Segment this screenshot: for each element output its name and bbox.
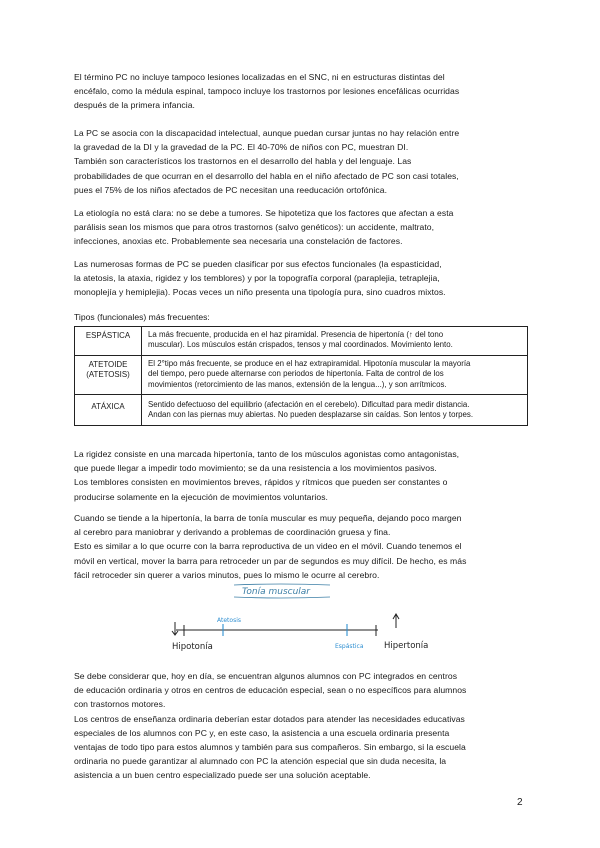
table-row	[75, 395, 528, 426]
diagram-title-underline	[234, 597, 330, 598]
page-number: 2	[517, 797, 523, 808]
type-description-cell: Sentido defectuoso del equilibrio (afectación en el cerebelo). Dificultad para medir distancia. Andan con las piernas muy abiertas. No pueden desplazarse sin caídas. Son lentos y torpes.	[142, 395, 528, 426]
type-description-cell: El 2°tipo más frecuente, se produce en el haz extrapiramidal. Hipotonía muscular la mayoría del tiempo, pero puede alternarse con periodos de hipertonía. Falta de control de los movimientos (retorcimiento de las manos, extensión de la lengua...), y son arrítmicos.	[142, 355, 528, 394]
down-arrow-icon	[172, 622, 178, 635]
types-table	[74, 326, 528, 426]
diagram-title-underline	[234, 584, 330, 585]
type-name-cell: ATÁXICA	[75, 395, 142, 426]
up-arrow-icon	[393, 614, 399, 628]
atetosis-label: Atetosis	[217, 617, 241, 624]
paragraph-hypertonia: Cuando se tiende a la hipertonía, la barra de tonía muscular es muy pequeña, dejando poco margen al cerebro para maniobrar y derivando a problemas de coordinación gruesa y fina. Esto es similar a lo que ocurre con la barra reproductiva de un video en el móvil. Cuando tenemos el móvil en vertical, mover la barra para retroceder un par de segundos es muy difícil. De hecho, es más fácil retroceder sin querer a varios minutos, pues lo mismo le ocurre al cerebro.	[74, 513, 467, 580]
hipotonia-label: Hipotonía	[172, 642, 213, 652]
hipertonia-label: Hipertonía	[384, 641, 429, 651]
muscle-tone-diagram	[160, 582, 450, 657]
table-row	[75, 355, 528, 394]
paragraph-etiology: La etiología no está clara: no se debe a tumores. Se hipotetiza que los factores que afectan a esta parálisis sean los mismos que para otros trastornos (salvo genéticos): un accidente, maltrato, infecciones, anoxias etc. Probablemente sea necesaria una constelación de factores.	[74, 208, 454, 247]
table-row	[75, 327, 528, 356]
diagram-title: Tonía muscular	[242, 587, 311, 597]
type-name-cell: ATETOIDE (ATETOSIS)	[75, 355, 142, 394]
paragraph-intellectual-disability: La PC se asocia con la discapacidad intelectual, aunque puedan cursar juntas no hay relación entre la gravedad de la DI y la gravedad de la PC. El 40-70% de niños con PC, muestran DI. También son característicos los trastornos en el desarrollo del habla y del lenguaje. Las probabilidades de que ocurran en el desarrollo del habla en el niño afectado de PC son casi totales, pues el 75% de los niños afectados de PC necesitan una reeducación ortofónica.	[74, 128, 460, 195]
paragraph-rigidity: La rigidez consiste en una marcada hipertonía, tanto de los músculos agonistas como antagonistas, que puede llegar a impedir todo movimiento; se da una resistencia a los movimientos pasivos. Los temblores consisten en movimientos breves, rápidos y rítmicos que pueden ser constantes o producirse solamente en la ejecución de movimientos voluntarios.	[74, 449, 460, 502]
type-name-cell: ESPÁSTICA	[75, 327, 142, 356]
espastica-label: Espástica	[335, 643, 364, 650]
paragraph-classification: Las numerosas formas de PC se pueden clasificar por sus efectos funcionales (la espasticidad, la atetosis, la ataxia, rigidez y los temblores) y por la topografía corporal (paraplejia, tetraplejia, monoplejía y hemiplejia). Pocas veces un niño presenta una tipología pura, sino cuadros mixtos.	[74, 259, 446, 298]
paragraph-definition: El término PC no incluye tampoco lesiones localizadas en el SNC, ni en estructuras distintas del encéfalo, como la médula espinal, tampoco incluye los trastornos por lesiones encefálicas ocurridas después de la primera infancia.	[74, 72, 460, 111]
table-caption: Tipos (funcionales) más frecuentes:	[74, 312, 210, 322]
type-description-cell: La más frecuente, producida en el haz piramidal. Presencia de hipertonía (↑ del tono muscular). Los músculos están crispados, tensos y mal coordinados. Movimiento lento.	[142, 327, 528, 356]
paragraph-schooling: Se debe considerar que, hoy en día, se encuentran algunos alumnos con PC integrados en centros de educación ordinaria y otros en centros de educación especial, sean o no específicos para alumnos con trastornos motores. Los centros de enseñanza ordinaria deberían estar dotados para atender las necesidades educativas especiales de los alumnos con PC y, en este caso, la asistencia a una escuela ordinaria presenta ventajas de todo tipo para estos alumnos y también para sus compañeros. Sin embargo, si la escuela ordinaria no puede garantizar al alumnado con PC la atención especial que sin duda necesita, la asistencia a un buen centro especializado puede ser una solución aceptable.	[74, 671, 467, 781]
